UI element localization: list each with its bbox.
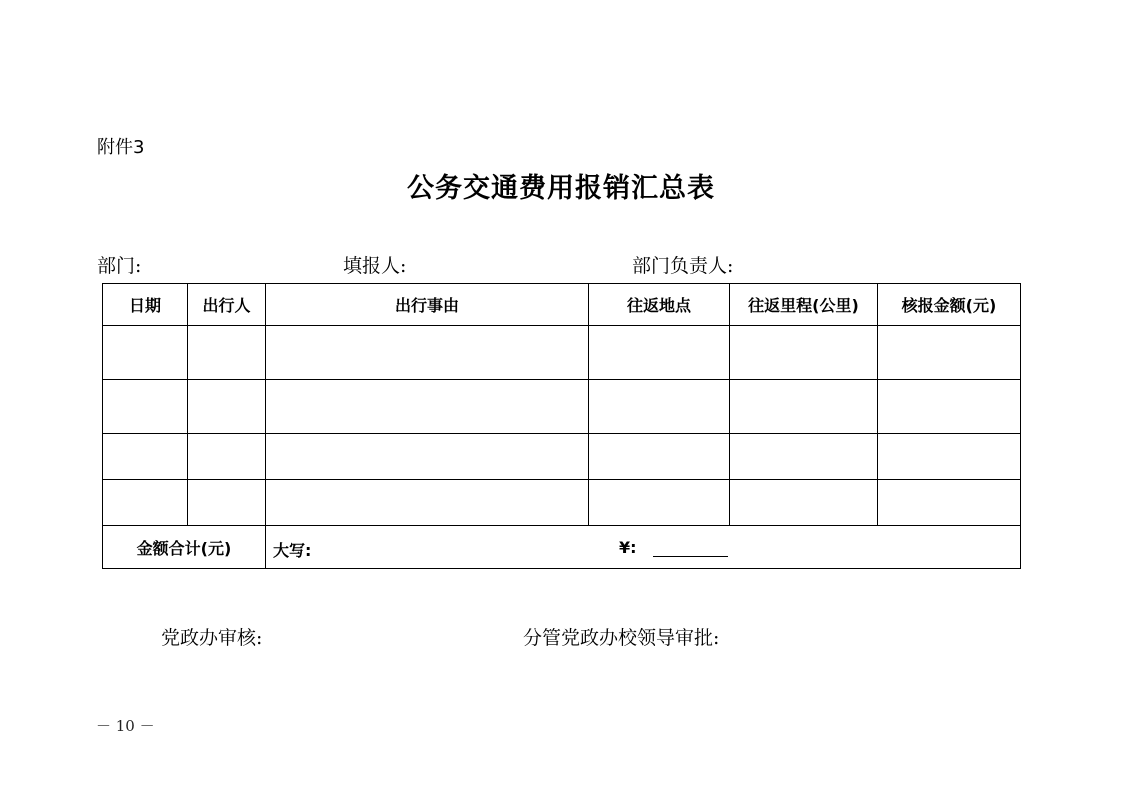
total-row xyxy=(103,526,1021,569)
table-header-row xyxy=(103,284,1021,326)
cell-mileage[interactable] xyxy=(730,434,878,480)
dept-head-label: 部门负责人: xyxy=(632,255,734,277)
cell-traveler[interactable] xyxy=(188,326,266,380)
header-date: 日期 xyxy=(103,284,188,326)
cell-locations[interactable] xyxy=(589,326,730,380)
header-reason: 出行事由 xyxy=(266,284,589,326)
attachment-label: 附件3 xyxy=(97,137,145,158)
cell-locations[interactable] xyxy=(589,434,730,480)
cell-amount[interactable] xyxy=(878,326,1021,380)
cell-reason[interactable] xyxy=(266,434,589,480)
cell-reason[interactable] xyxy=(266,480,589,526)
page-title: 公务交通费用报销汇总表 xyxy=(407,173,715,204)
table-row xyxy=(103,434,1021,480)
cell-date[interactable] xyxy=(103,380,188,434)
party-office-audit-label: 党政办审核: xyxy=(161,627,263,649)
cell-amount[interactable] xyxy=(878,380,1021,434)
cell-locations[interactable] xyxy=(589,380,730,434)
total-amount-cell[interactable] xyxy=(266,526,1021,569)
cell-reason[interactable] xyxy=(266,380,589,434)
header-traveler: 出行人 xyxy=(188,284,266,326)
cell-date[interactable] xyxy=(103,326,188,380)
amount-in-words-label: 大写: xyxy=(273,541,312,560)
cell-traveler[interactable] xyxy=(188,480,266,526)
cell-mileage[interactable] xyxy=(730,326,878,380)
cell-mileage[interactable] xyxy=(730,380,878,434)
header-locations: 往返地点 xyxy=(589,284,730,326)
header-mileage: 往返里程(公里) xyxy=(730,284,878,326)
table-row xyxy=(103,380,1021,434)
leader-approval-label: 分管党政办校领导审批: xyxy=(523,627,720,649)
cell-mileage[interactable] xyxy=(730,480,878,526)
cell-reason[interactable] xyxy=(266,326,589,380)
page-number: － 10 － xyxy=(96,717,155,735)
cell-date[interactable] xyxy=(103,480,188,526)
header-amount: 核报金额(元) xyxy=(878,284,1021,326)
yen-amount-blank[interactable] xyxy=(653,556,728,557)
yen-label: ¥: xyxy=(619,538,637,557)
cell-traveler[interactable] xyxy=(188,434,266,480)
cell-date[interactable] xyxy=(103,434,188,480)
cell-locations[interactable] xyxy=(589,480,730,526)
reimbursement-table xyxy=(102,283,1021,569)
table-row xyxy=(103,480,1021,526)
total-amount-label: 金额合计(元) xyxy=(103,526,266,569)
cell-amount[interactable] xyxy=(878,434,1021,480)
department-label: 部门: xyxy=(97,255,142,277)
filler-label: 填报人: xyxy=(343,255,407,277)
table-row xyxy=(103,326,1021,380)
cell-traveler[interactable] xyxy=(188,380,266,434)
cell-amount[interactable] xyxy=(878,480,1021,526)
